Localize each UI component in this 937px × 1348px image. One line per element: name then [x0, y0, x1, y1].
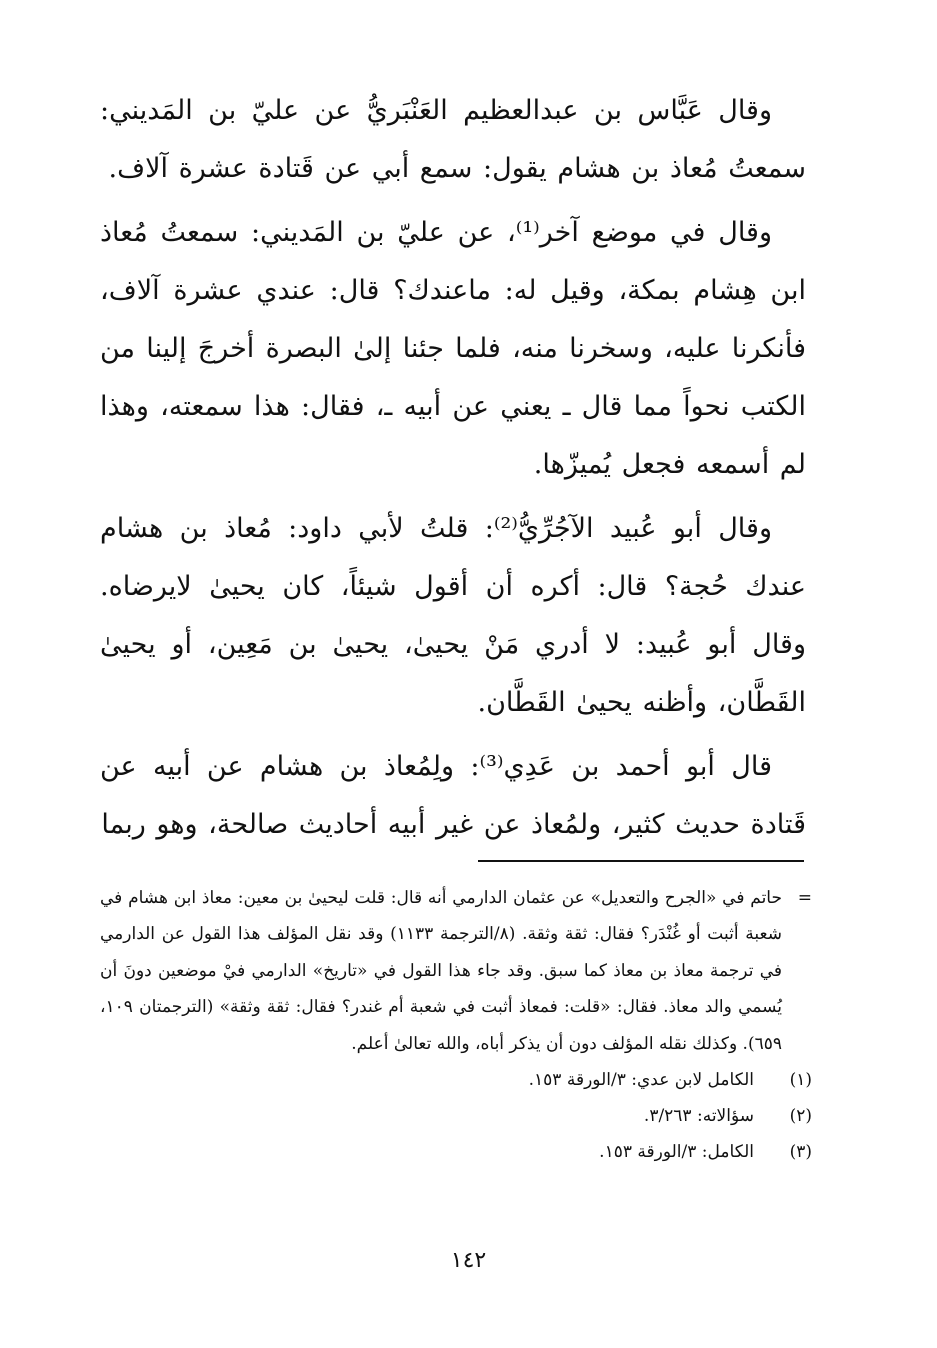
- footnote-continuation: [100, 880, 812, 1062]
- page-number: ١٤٢: [450, 1248, 487, 1273]
- main-text: [100, 82, 806, 860]
- continuation-marker: =: [797, 888, 812, 908]
- footnotes: [100, 880, 812, 1170]
- paragraph-1-text: وقال عَبَّاس بن عبدالعظيم العَنْبَريُّ عن عليّ بن المَديني: سمعتُ مُعاذ بن هشام يقول: سمع أبي عن قَتادة عشرة آلاف.: [100, 95, 806, 184]
- paragraph-4-text: قال أبو أحمد بن عَدِي⁽³⁾: ولِمُعاذ بن هشام عن أبيه عن قَتادة حديث كثير، ولمُعاذ عن غير أبيه أحاديث صالحة، وهو ربما: [100, 751, 806, 840]
- paragraph-2-text: وقال في موضع آخر⁽¹⁾، عن عليّ بن المَديني: سمعتُ مُعاذ ابن هِشام بمكة، وقيل له: ماعندك؟ قال: عندي عشرة آلاف، فأنكرنا عليه، وسخرنا منه، فلما جئنا إلىٰ البصرة أخرجَ إلينا من الكتب نحواً مما قال ـ يعني عن أبيه ـ، فقال: هذا سمعته، وهذا لم أسمعه فجعل يُميزّها.: [100, 217, 806, 480]
- continuation-text: حاتم في «الجرح والتعديل» عن عثمان الدارمي أنه قال: قلت ليحيىٰ بن معين: معاذ ابن هشام في شعبة أثبت أو غُنْدَر؟ فقال: ثقة وثقة. (٨/الترجمة ١١٣٣) وقد نقل المؤلف هذا القول عن الدارمي في ترجمة معاذ بن معاذ كما سبق. وقد جاء هذا القول في «تاريخ» الدارمي فيْ موضعين دونَ أن يُسمي والد معاذ. فقال: «قلت: فمعاذ أثبت في شعبة أم غندر؟ فقال: ثقة وثقة» (الترجمتان ١٠٩، ٦٥٩). وكذلك نقله المؤلف دون أن يذكر أباه، والله تعالىٰ أعلم.: [100, 888, 782, 1054]
- paragraph-1: [100, 82, 806, 198]
- footnote-3: [100, 1134, 812, 1170]
- footnote-separator: [478, 860, 804, 862]
- footnote-number: (٣): [789, 1142, 812, 1163]
- footnote-text: الكامل لابن عدي: ٣/الورقة ١٥٣.: [528, 1070, 754, 1091]
- paragraph-3-text: وقال أبو عُبيد الآجُرِّيُّ⁽²⁾: قلتُ لأبي داود: مُعاذ بن هشام عندك حُجة؟ قال: أكره أن أقول شيئاً، كان يحيىٰ لايرضاه. وقال أبو عُبيد: لا أدري مَنْ يحيىٰ، يحيىٰ بن مَعِين، أو يحيىٰ القَطَّان، وأظنه يحيىٰ القَطَّان.: [100, 513, 806, 718]
- footnote-number: (٢): [789, 1106, 812, 1127]
- footnote-text: سؤالاته: ٣/٢٦٣.: [643, 1106, 754, 1127]
- footnote-2: [100, 1098, 812, 1134]
- paragraph-4: [100, 738, 806, 854]
- footnote-text: الكامل: ٣/الورقة ١٥٣.: [599, 1142, 754, 1163]
- paragraph-3: [100, 500, 806, 732]
- footnote-number: (١): [789, 1070, 812, 1091]
- paragraph-2: [100, 204, 806, 494]
- footnote-1: [100, 1062, 812, 1098]
